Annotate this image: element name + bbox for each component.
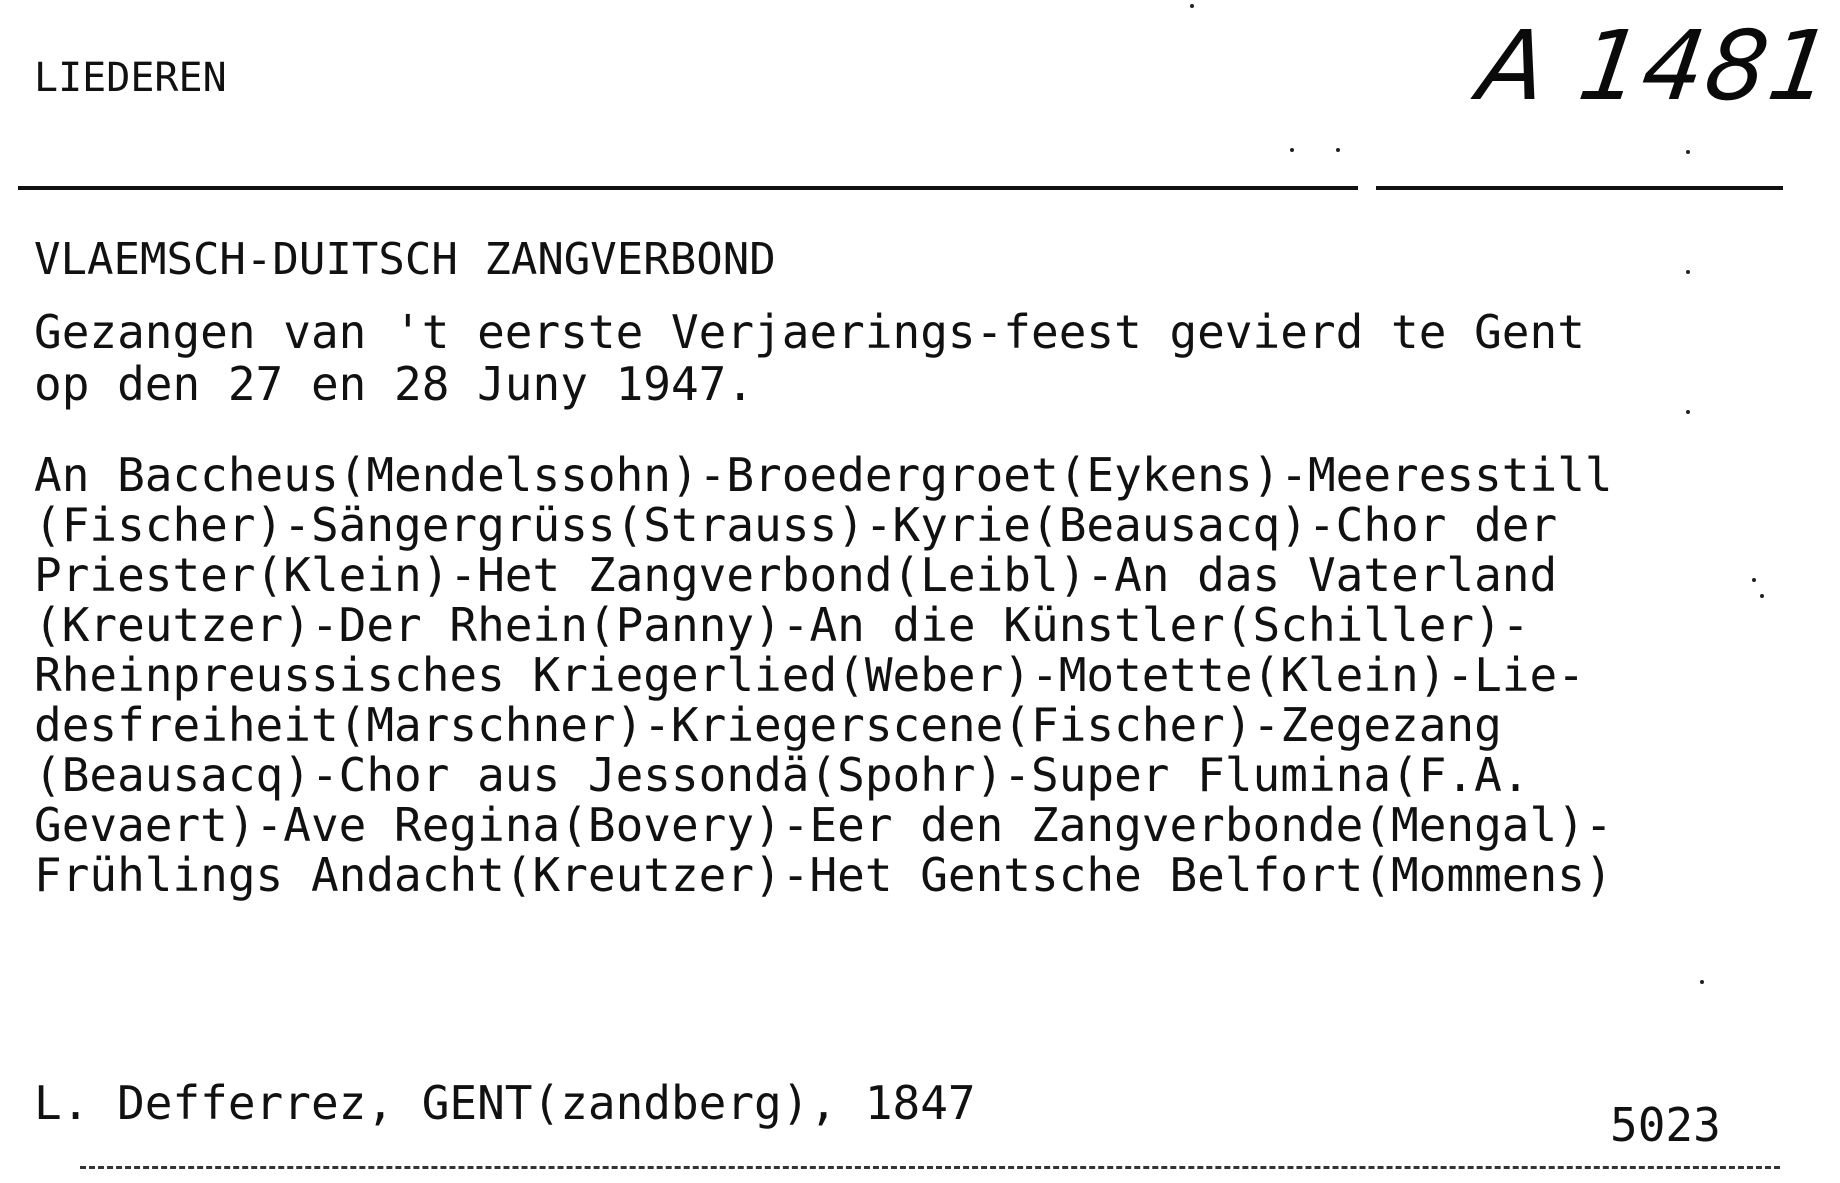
scan-speck [1290, 148, 1294, 152]
contents-line: (Kreutzer)-Der Rhein(Panny)-An die Künstler(Schiller)- [34, 598, 1530, 652]
contents-line: (Beausacq)-Chor aus Jessondä(Spohr)-Super Flumina(F.A. [34, 748, 1530, 802]
contents-line: An Baccheus(Mendelssohn)-Broedergroet(Eykens)-Meeresstill [34, 448, 1613, 502]
title-block [34, 306, 1585, 410]
scan-speck [1190, 4, 1194, 8]
category-heading: LIEDEREN [34, 55, 227, 101]
contents-line: Gevaert)-Ave Regina(Bovery)-Eer den Zangverbonde(Mengal)- [34, 798, 1613, 852]
scan-speck [1686, 270, 1690, 274]
card-number: 5023 [1610, 1098, 1721, 1152]
scan-speck [1752, 578, 1756, 582]
title-line: Gezangen van 't eerste Verjaerings-feest gevierd te Gent [34, 305, 1585, 359]
contents-block [34, 450, 1613, 900]
title-line: op den 27 en 28 Juny 1947. [34, 357, 755, 411]
scan-speck [1700, 980, 1704, 984]
contents-line: (Fischer)-Sängergrüss(Strauss)-Kyrie(Beausacq)-Chor der [34, 498, 1558, 552]
bottom-divider [80, 1166, 1780, 1169]
scan-speck [1686, 150, 1690, 154]
top-divider [18, 186, 1783, 190]
contents-line: Frühlings Andacht(Kreutzer)-Het Gentsche Belfort(Mommens) [34, 848, 1613, 902]
scan-speck [1336, 148, 1340, 152]
contents-line: Rheinpreussisches Kriegerlied(Weber)-Motette(Klein)-Lie- [34, 648, 1585, 702]
top-divider-gap [1358, 182, 1376, 192]
imprint-line: L. Defferrez, GENT(zandberg), 1847 [34, 1076, 976, 1130]
handwritten-shelfmark: A 1481 [1472, 10, 1840, 122]
scan-speck [1686, 410, 1690, 414]
author-heading: VLAEMSCH-DUITSCH ZANGVERBOND [34, 234, 776, 285]
contents-line: desfreiheit(Marschner)-Kriegerscene(Fischer)-Zegezang [34, 698, 1502, 752]
scan-speck [1760, 594, 1764, 598]
contents-line: Priester(Klein)-Het Zangverbond(Leibl)-An das Vaterland [34, 548, 1558, 602]
